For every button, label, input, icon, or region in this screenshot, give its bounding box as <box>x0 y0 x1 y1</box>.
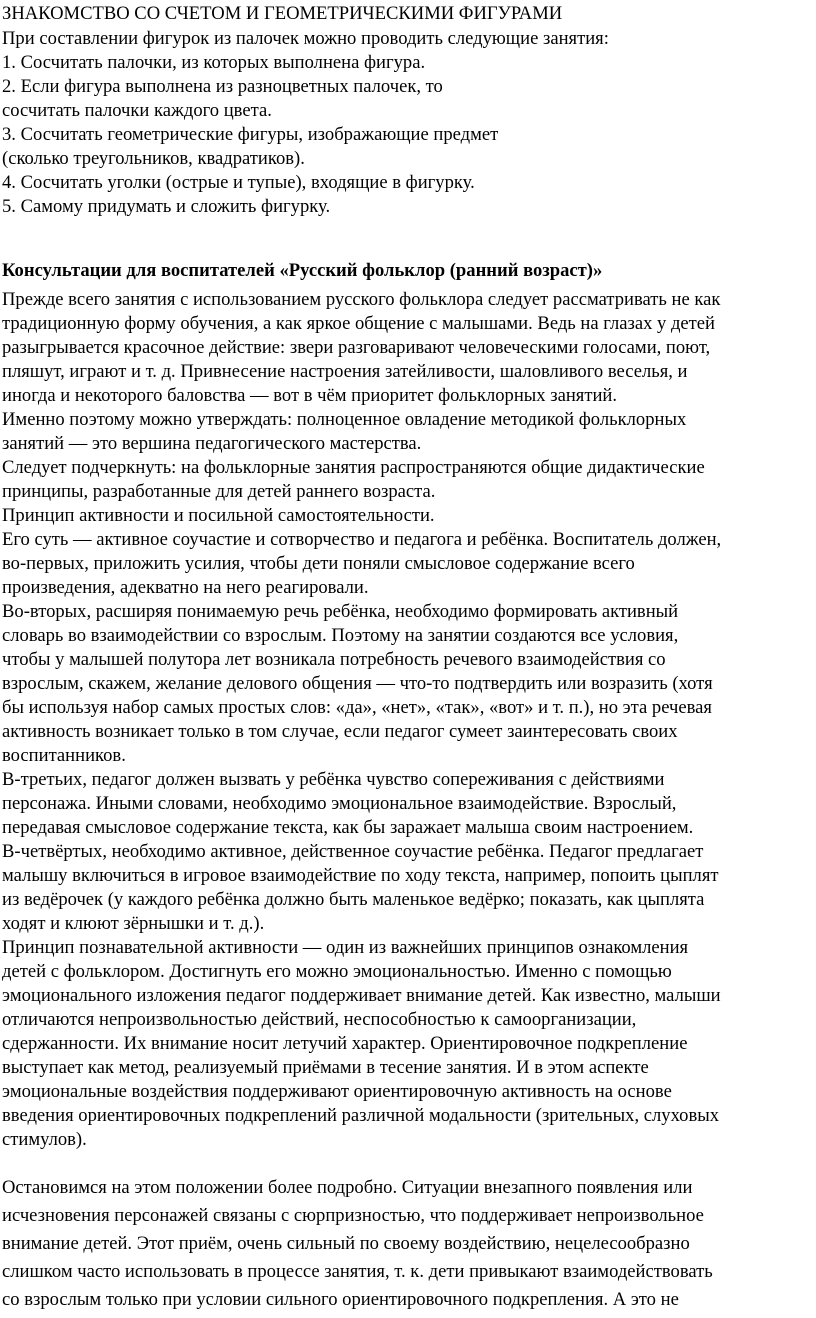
text-line: сдержанности. Их внимание носит летучий характер. Ориентировочное подкрепление <box>2 1033 688 1054</box>
text-line: Следует подчеркнуть: на фольклорные занятия распространяются общие дидактические <box>2 457 705 478</box>
text-line: малышу включиться в игровое взаимодействие по ходу текста, например, попоить цыплят <box>2 865 719 886</box>
list-item: 4. Сосчитать уголки (острые и тупые), входящие в фигурку. <box>2 172 475 193</box>
text-line: выступает как метод, реализуемый приёмами в тесение занятия. И в этом аспекте <box>2 1057 649 1078</box>
text-line: иногда и некоторого баловства — вот в чём приоритет фольклорных занятий. <box>2 385 618 406</box>
text-line: В-четвёртых, необходимо активное, действенное соучастие ребёнка. Педагог предлагает <box>2 841 704 862</box>
text-line: разыгрывается красочное действие: звери разговаривают человеческими голосами, поют, <box>2 337 711 358</box>
text-line: передавая смысловое содержание текста, как бы заражает малыша своим настроением. <box>2 817 694 838</box>
text-line: Его суть — активное соучастие и сотворчество и педагога и ребёнка. Воспитатель должен, <box>2 529 722 550</box>
text-line: Во-вторых, расширяя понимаемую речь ребёнка, необходимо формировать активный <box>2 601 679 622</box>
text-line: из ведёрочек (у каждого ребёнка должно быть маленькое ведёрко; показать, как цыплята <box>2 889 705 910</box>
text-line: Остановимся на этом положении более подробно. Ситуации внезапного появления или <box>2 1177 693 1198</box>
text-line: При составлении фигурок из палочек можно проводить следующие занятия: <box>2 28 609 49</box>
text-line: стимулов). <box>2 1129 87 1150</box>
text-line: со взрослым только при условии сильного ориентировочного подкрепления. А это не <box>2 1289 679 1310</box>
text-line: занятий — это вершина педагогического мастерства. <box>2 433 422 454</box>
text-line: В-третьих, педагог должен вызвать у ребёнка чувство сопереживания с действиями <box>2 769 665 790</box>
text-line: внимание детей. Этот приём, очень сильный по своему воздействию, нецелесообразно <box>2 1233 690 1254</box>
text-line: во-первых, приложить усилия, чтобы дети поняли смысловое содержание всего <box>2 553 635 574</box>
text-line: бы используя набор самых простых слов: «да», «нет», «так», «вот» и т. п.), но эта речевая <box>2 697 712 718</box>
list-item: 2. Если фигура выполнена из разноцветных палочек, то <box>2 76 443 97</box>
text-line: произведения, адекватно на него реагировали. <box>2 577 369 598</box>
text-line: взрослым, скажем, желание делового общения — что-то подтвердить или возразить (хотя <box>2 673 713 694</box>
text-line: пляшут, играют и т. д. Привнесение настроения затейливости, шаловливого веселья, и <box>2 361 688 382</box>
text-line: персонажа. Иными словами, необходимо эмоциональное взаимодействие. Взрослый, <box>2 793 677 814</box>
text-line: слишком часто использовать в процессе занятия, т. к. дети привыкают взаимодействовать <box>2 1261 713 1282</box>
section-title-folklore: Консультации для воспитателей «Русский фольклор (ранний возраст)» <box>2 260 603 281</box>
text-line: традиционную форму обучения, а как яркое общение с малышами. Ведь на глазах у детей <box>2 313 716 334</box>
list-item: 1. Сосчитать палочки, из которых выполнена фигура. <box>2 52 426 73</box>
list-item-continuation: (сколько треугольников, квадратиков). <box>2 148 305 169</box>
text-line: введения ориентировочных подкреплений различной модальности (зрительных, слуховых <box>2 1105 720 1126</box>
text-line: Прежде всего занятия с использованием русского фольклора следует рассматривать не как <box>2 289 721 310</box>
text-line: исчезновения персонажей связаны с сюрпризностью, что поддерживает непроизвольное <box>2 1205 704 1226</box>
text-line: Именно поэтому можно утверждать: полноценное овладение методикой фольклорных <box>2 409 687 430</box>
list-item-continuation: сосчитать палочки каждого цвета. <box>2 100 272 121</box>
list-item: 3. Сосчитать геометрические фигуры, изображающие предмет <box>2 124 499 145</box>
text-line: словарь во взаимодействии со взрослым. Поэтому на занятии создаются все условия, <box>2 625 679 646</box>
text-line: детей с фольклором. Достигнуть его можно эмоциональностью. Именно с помощью <box>2 961 672 982</box>
text-line: эмоциональные воздействия поддерживают ориентировочную активность на основе <box>2 1081 672 1102</box>
list-item: 5. Самому придумать и сложить фигурку. <box>2 196 331 217</box>
text-line: активность возникает только в том случае, если педагог сумеет заинтересовать своих <box>2 721 678 742</box>
text-line: чтобы у малышей полутора лет возникала потребность речевого взаимодействия со <box>2 649 666 670</box>
text-line: принципы, разработанные для детей раннего возраста. <box>2 481 436 502</box>
text-line: ходят и клюют зёрнышки и т. д.). <box>2 913 265 934</box>
text-line: воспитанников. <box>2 745 126 766</box>
text-line: отличаются непроизвольностью действий, неспособностью к самоорганизации, <box>2 1009 637 1030</box>
text-line: эмоционального изложения педагог поддерживает внимание детей. Как известно, малыши <box>2 985 721 1006</box>
text-line: Принцип познавательной активности — один из важнейших принципов ознакомления <box>2 937 689 958</box>
text-line: Принцип активности и посильной самостоятельности. <box>2 505 435 526</box>
section-title-counting: ЗНАКОМСТВО СО СЧЕТОМ И ГЕОМЕТРИЧЕСКИМИ ФИГУРАМИ <box>2 3 563 24</box>
